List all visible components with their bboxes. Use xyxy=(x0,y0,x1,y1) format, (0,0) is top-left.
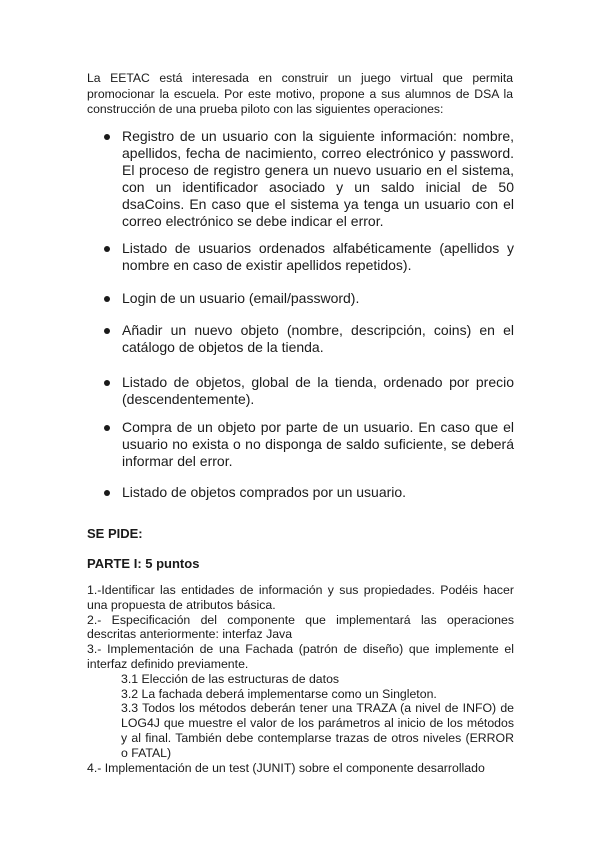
operation-text: Login de un usuario (email/password). xyxy=(122,290,360,306)
intro-paragraph: La EETAC está interesada en construir un juego virtual que permita promocionar la escuela. Por este motivo, propone a sus alumnos de DSA la construcción de una prueba piloto con las siguientes operaciones: xyxy=(87,71,513,116)
parte1-item: 4.- Implementación de un test (JUNIT) sobre el componente desarrollado xyxy=(87,760,485,775)
operation-text: Listado de objetos comprados por un usuario. xyxy=(122,484,407,500)
operation-text: Registro de un usuario con la siguiente información: nombre, apellidos, fecha de nacimiento, correo electrónico y password. El proceso de registro genera un nuevo usuario en el sistema, con un identificador asociado y un saldo inicial de 50 dsaCoins. En caso que el sistema ya tenga un usuario con el correo electrónico se debe indicar el error. xyxy=(122,128,514,229)
parte1-subitem: 3.2 La fachada deberá implementarse como un Singleton. xyxy=(121,686,437,701)
se-pide-heading: SE PIDE: xyxy=(87,526,143,541)
parte1-heading: PARTE I: 5 puntos xyxy=(87,556,200,571)
operation-text: Añadir un nuevo objeto (nombre, descripción, coins) en el catálogo de objetos de la tienda. xyxy=(122,322,514,355)
bullet-icon xyxy=(104,134,110,140)
parte1-items xyxy=(87,583,514,775)
parte1-item: 2.- Especificación del componente que implementará las operaciones descritas anteriormente: interfaz Java xyxy=(87,612,514,642)
bullet-icon xyxy=(104,296,110,302)
bullet-icon xyxy=(104,246,110,252)
bullet-icon xyxy=(104,380,110,386)
parte1-item: 3.- Implementación de una Fachada (patrón de diseño) que implemente el interfaz definido previamente. xyxy=(87,642,514,671)
operation-text: Listado de objetos, global de la tienda, ordenado por precio (descendentemente). xyxy=(122,374,514,407)
operation-text: Listado de usuarios ordenados alfabéticamente (apellidos y nombre en caso de existir apellidos repetidos). xyxy=(122,240,514,273)
bullet-icon xyxy=(104,490,110,496)
bullet-icon xyxy=(104,328,110,334)
parte1-item: 1.-Identificar las entidades de información y sus propiedades. Podéis hacer una propuesta de atributos básica. xyxy=(87,583,514,612)
parte1-subitem: 3.3 Todos los métodos deberán tener una TRAZA (a nivel de INFO) de LOG4J que muestre el valor de los parámetros al inicio de los métodos y al final. También debe contemplarse trazas de otros niveles (ERROR o FATAL) xyxy=(121,701,514,760)
operation-text: Compra de un objeto por parte de un usuario. En caso que el usuario no exista o no disponga de saldo suficiente, se deberá informar del error. xyxy=(122,419,514,469)
bullet-icon xyxy=(104,425,110,431)
parte1-subitem: 3.1 Elección de las estructuras de datos xyxy=(121,671,340,686)
